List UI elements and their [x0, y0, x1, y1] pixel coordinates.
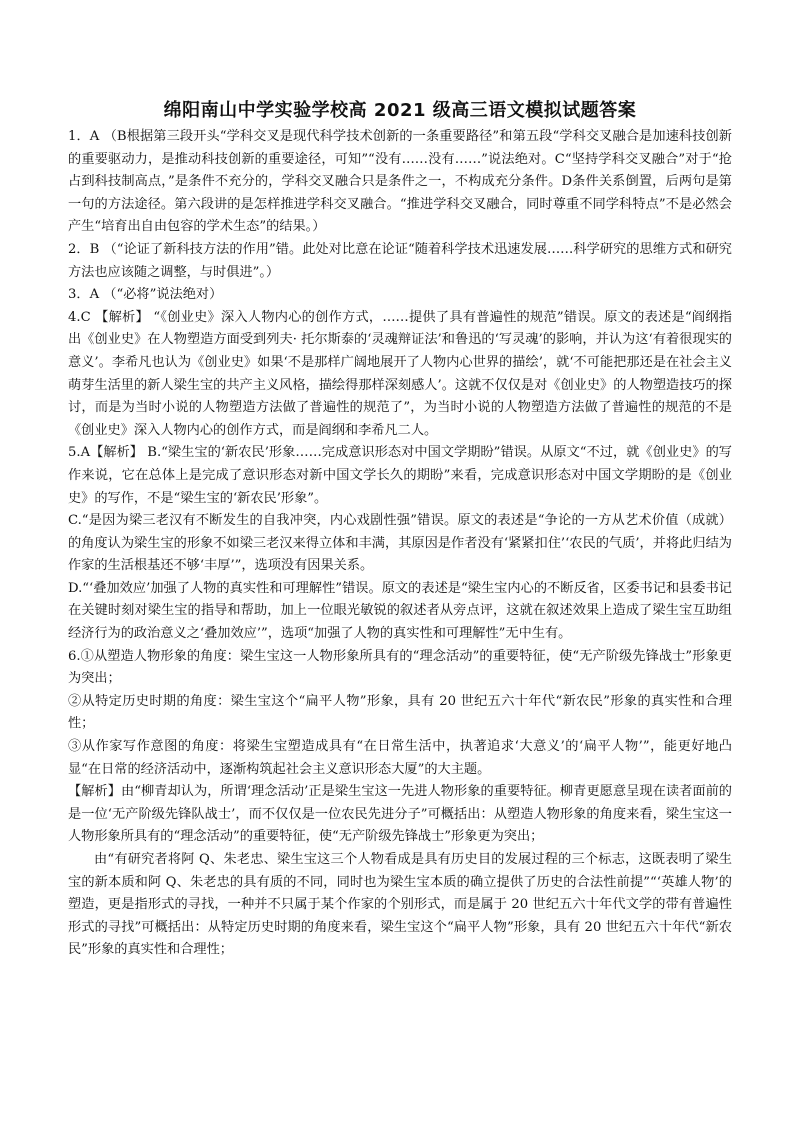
answer-4: 4.C 【解析】 “《创业史》深入人物内心的创作方式，……提供了具有普遍性的规范”错误。原文的表述是“阎纲指出《创业史》在人物塑造方面受到列夫· 托尔斯泰的‘灵魂辩证法’和鲁迅的‘写灵魂’的影响，并认为这‘有着很现实的意义’。李希凡也认为《创业史》如果‘不是那样广阔地展开了人物内心世界的描绘’，就‘不可能把那还是在社会主义萌芽生活里的新人梁生宝的共产主义风格，描绘得那样深刻感人’。这就不仅仅是对《创业史》的人物塑造技巧的探讨，而是为当时小说的人物塑造方法做了普遍性的规范了”，为当时小说的人物塑造方法做了普遍性的规范的不是《创业史》深入人物内心的创作方式，而是阎纲和李希凡二人。 [68, 309, 732, 438]
answer-6-point-2: ②从特定历史时期的角度：梁生宝这个“扁平人物”形象，具有 20 世纪五六十年代“新农民”形象的真实性和合理性； [68, 693, 732, 732]
answer-6-analysis: 【解析】由“柳青却认为，所谓‘理念活动’正是梁生宝这一先进人物形象的重要特征。柳青更愿意呈现在读者面前的是一位‘无产阶级先锋队战士’，而不仅仅是一位农民先进分子”可概括出：从塑造人物形象的角度来看，梁生宝这一人物形象所具有的“理念活动”的重要特征，使“无产阶级先锋战士”形象更为突出； [68, 784, 732, 845]
answer-5-option-c: C.“是因为梁三老汉有不断发生的自我冲突，内心戏剧性强”错误。原文的表述是“争论的一方从艺术价值（成就）的角度认为梁生宝的形象不如梁三老汉来得立体和丰满，其原因是作者没有‘紧紧扣住’‘农民的气质’，并将此归结为作家的生活根基还不够‘丰厚’”，选项没有因果关系。 [68, 513, 732, 574]
answer-6-analysis-continued: 由“有研究者将阿 Q、朱老忠、梁生宝这三个人物看成是具有历史目的发展过程的三个标志，这既表明了梁生宝的新本质和阿 Q、朱老忠的具有质的不同，同时也为梁生宝本质的确立提供了历史的合法性前提”“‘英雄人物’的塑造，更是指形式的寻找，一种并不只属于某个作家的个别形式，而是属于 20 世纪五六十年代文学的带有普遍性形式的寻找”可概括出：从特定历史时期的角度来看，梁生宝这个“扁平人物”形象，具有 20 世纪五六十年代“新农民”形象的真实性和合理性； [68, 852, 732, 958]
answer-1: 1．A （B根据第三段开头“学科交叉是现代科学技术创新的一条重要路径”和第五段“学科交叉融合是加速科技创新的重要驱动力，是推动科技创新的重要途径，可知”“没有……没有……”说法绝对。C“坚持学科交叉融合”对于“抢占到科技制高点，”是条件不充分的，学科交叉融合只是条件之一，不构成充分条件。D条件关系倒置，后两句是第一句的方法途径。第六段讲的是怎样推进学科交叉融合。“推进学科交叉融合，同时尊重不同学科特点”不是必然会产生“培育出自由包容的学术生态”的结果。） [68, 129, 732, 235]
answer-3: 3．A （“必将”说法绝对） [68, 287, 223, 303]
answer-6-point-3: ③从作家写作意图的角度：将梁生宝塑造成具有“在日常生活中，执著追求‘大意义’的‘扁平人物’”，能更好地凸显“在日常的经济活动中，逐渐构筑起社会主义意识形态大厦”的大主题。 [68, 739, 732, 777]
answer-6-point-1: 6.①从塑造人物形象的角度：梁生宝这一人物形象所具有的“理念活动”的重要特征，使“无产阶级先锋战士”形象更为突出； [68, 648, 732, 687]
answer-5: 5.A【解析】 B.“梁生宝的‘新农民’形象……完成意识形态对中国文学期盼”错误。从原文“不过，就《创业史》的写作来说，它在总体上是完成了意识形态对新中国文学长久的期盼”来看，完成意识形态对中国文学期盼的是《创业史》的写作，不是“梁生宝的‘新农民’形象”。 [68, 445, 732, 506]
answer-5-option-d: D.“‘叠加效应’加强了人物的真实性和可理解性”错误。原文的表述是“梁生宝内心的不断反省，区委书记和县委书记在关键时刻对梁生宝的指导和帮助，加上一位眼光敏锐的叙述者从旁点评，这就在叙述效果上造成了梁生宝互助组经济行为的政治意义之‘叠加效应’”，选项“加强了人物的真实性和可理解性”无中生有。 [68, 580, 732, 642]
answer-2: 2．B （“论证了新科技方法的作用”错。此处对比意在论证“随着科学技术迅速发展……科学研究的思维方式和研究方法也应该随之调整，与时俱进”。） [68, 241, 732, 280]
page-title: 绵阳南山中学实验学校高 2021 级高三语文模拟试题答案 [163, 100, 637, 121]
